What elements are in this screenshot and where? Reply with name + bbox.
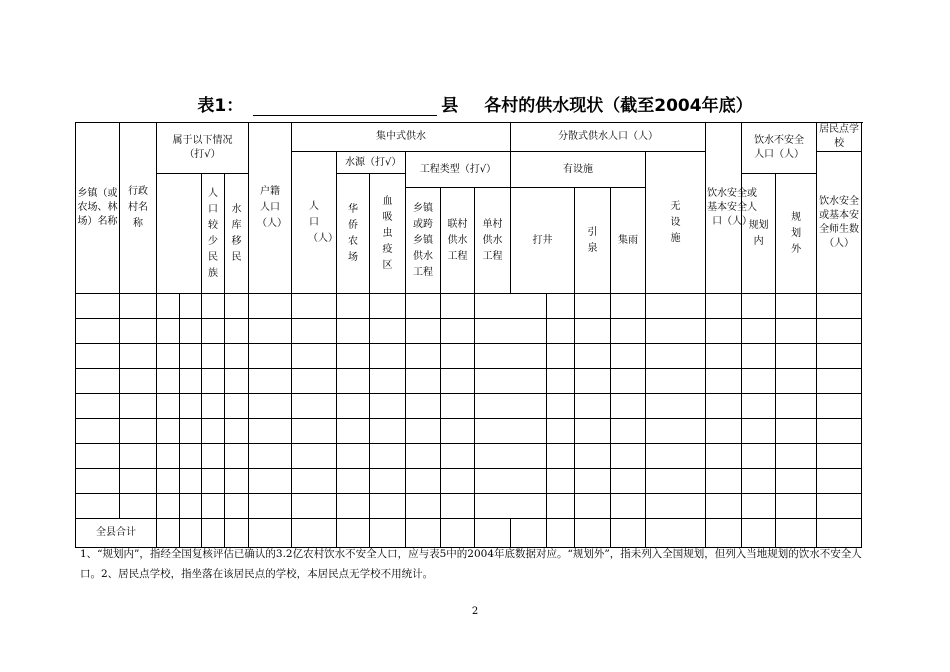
table-cell <box>706 444 742 469</box>
header-well: 打井 <box>511 188 575 294</box>
table-cell <box>370 494 406 519</box>
table-row <box>76 469 862 494</box>
table-cell <box>706 494 742 519</box>
table-cell <box>441 344 475 369</box>
table-cell <box>225 369 249 394</box>
table-cell <box>706 344 742 369</box>
header-belongs-to: 属于以下情况（打√） <box>157 123 249 174</box>
table-cell <box>611 344 646 369</box>
table-cell <box>225 344 249 369</box>
table-cell <box>575 469 611 494</box>
table-cell <box>441 319 475 344</box>
table-title <box>0 91 950 116</box>
table-cell <box>120 319 157 344</box>
table-cell <box>742 319 776 344</box>
table-cell <box>249 444 292 469</box>
table-cell <box>202 394 225 419</box>
table-cell <box>611 369 646 394</box>
table-cell <box>776 444 817 469</box>
table-cell <box>292 294 337 319</box>
table-cell <box>406 344 441 369</box>
table-cell <box>157 394 180 419</box>
table-cell <box>475 494 547 519</box>
table-cell <box>547 319 575 344</box>
table-cell <box>157 444 180 469</box>
table-cell <box>249 394 292 419</box>
table-cell <box>817 344 862 369</box>
header-water-source-spacer <box>157 174 202 294</box>
table-cell <box>817 319 862 344</box>
table-cell <box>441 469 475 494</box>
table-row <box>76 344 862 369</box>
table-cell <box>706 419 742 444</box>
table-cell <box>611 394 646 419</box>
table-cell <box>776 494 817 519</box>
table-cell <box>76 344 120 369</box>
table-cell <box>225 319 249 344</box>
table-cell <box>611 444 646 469</box>
table-cell <box>180 394 202 419</box>
table-cell <box>249 294 292 319</box>
table-cell <box>475 294 547 319</box>
table-cell <box>742 469 776 494</box>
table-cell <box>646 394 706 419</box>
table-cell <box>646 344 706 369</box>
table-cell <box>157 469 180 494</box>
table-cell <box>776 294 817 319</box>
table-cell <box>441 294 475 319</box>
header-spring: 引泉 <box>575 188 611 294</box>
table-cell <box>225 444 249 469</box>
water-supply-table <box>75 122 862 548</box>
table-cell <box>180 419 202 444</box>
table-cell <box>180 319 202 344</box>
table-cell <box>646 294 706 319</box>
footnote: 1、“规划内”，指经全国复核评估已确认的3.2亿农村饮水不安全人口，应与表5中的2004年底数据对应。“规划外”，指未列入全国规划，但列入当地规划的饮水不安全人口。2、居民点学校，指坐落在该居民点的学校，本居民点无学校不用统计。 <box>80 548 862 580</box>
table-cell <box>225 419 249 444</box>
table-cell <box>406 494 441 519</box>
table-cell <box>406 369 441 394</box>
table-cell <box>776 469 817 494</box>
header-minority: 人口较少民族 <box>202 174 225 294</box>
table-cell <box>611 419 646 444</box>
table-cell <box>225 469 249 494</box>
table-cell <box>742 444 776 469</box>
table-cell <box>776 344 817 369</box>
total-row-label: 全县合计 <box>76 519 157 548</box>
table-cell <box>742 294 776 319</box>
table-cell <box>157 419 180 444</box>
table-header <box>76 123 862 294</box>
table-cell <box>742 344 776 369</box>
table-cell <box>120 344 157 369</box>
table-cell <box>370 469 406 494</box>
table-cell <box>776 419 817 444</box>
table-row <box>76 394 862 419</box>
header-township: 乡镇（或农场、林场）名称 <box>76 123 120 294</box>
table-cell <box>742 394 776 419</box>
header-rain: 集雨 <box>611 188 646 294</box>
table-cell <box>646 469 706 494</box>
table-cell <box>646 494 706 519</box>
table-cell <box>817 369 862 394</box>
table-cell <box>742 369 776 394</box>
table-cell <box>406 469 441 494</box>
table-cell <box>611 319 646 344</box>
title-prefix: 表1： <box>197 96 244 116</box>
header-school-safe: 饮水安全或基本安全师生数（人） <box>817 152 862 294</box>
table-cell <box>547 394 575 419</box>
table-cell <box>202 319 225 344</box>
table-cell <box>547 444 575 469</box>
table-cell <box>292 444 337 469</box>
table-cell <box>249 369 292 394</box>
table-cell <box>76 319 120 344</box>
table-cell <box>370 344 406 369</box>
table-cell <box>76 444 120 469</box>
table-cell <box>202 294 225 319</box>
table-cell <box>817 444 862 469</box>
table-cell <box>406 419 441 444</box>
table-cell <box>337 444 370 469</box>
table-cell <box>406 394 441 419</box>
table-row <box>76 319 862 344</box>
table-cell <box>547 419 575 444</box>
table-cell <box>646 419 706 444</box>
table-cell <box>202 344 225 369</box>
table-cell <box>706 394 742 419</box>
table-cell <box>76 369 120 394</box>
header-township-project: 乡镇或跨乡镇供水工程 <box>406 188 441 294</box>
table-row <box>76 369 862 394</box>
table-row <box>76 494 862 519</box>
table-cell <box>406 444 441 469</box>
table-cell <box>180 369 202 394</box>
header-safe-pop: 饮水安全或基本安全人口（人） <box>706 123 742 294</box>
table-row <box>76 444 862 469</box>
table-cell <box>337 369 370 394</box>
page-number: 2 <box>471 606 479 617</box>
table-cell <box>475 319 547 344</box>
table-cell <box>575 494 611 519</box>
table-cell <box>202 469 225 494</box>
table-cell <box>76 294 120 319</box>
table-cell <box>575 294 611 319</box>
header-school: 居民点学校 <box>817 123 862 152</box>
table-cell <box>337 394 370 419</box>
table-cell <box>611 494 646 519</box>
table-cell <box>776 319 817 344</box>
table-cell <box>76 469 120 494</box>
header-water-source: 水源（打√） <box>337 152 406 174</box>
table-cell <box>180 469 202 494</box>
table-cell <box>547 469 575 494</box>
table-cell <box>292 319 337 344</box>
table-cell <box>249 469 292 494</box>
table-cell <box>475 394 547 419</box>
table-cell <box>337 494 370 519</box>
header-out-plan: 规划外 <box>776 174 817 294</box>
header-single-village: 单村供水工程 <box>475 188 511 294</box>
table-cell <box>120 294 157 319</box>
table-cell <box>120 419 157 444</box>
table-cell <box>547 344 575 369</box>
table-cell <box>475 419 547 444</box>
table-cell <box>475 369 547 394</box>
table-cell <box>337 469 370 494</box>
table-cell <box>120 394 157 419</box>
table-cell <box>406 319 441 344</box>
table-cell <box>76 419 120 444</box>
table-cell <box>120 494 157 519</box>
table-cell <box>370 444 406 469</box>
table-cell <box>157 369 180 394</box>
table-cell <box>225 494 249 519</box>
header-village: 行政村名称 <box>120 123 157 294</box>
table-cell <box>120 444 157 469</box>
header-central-supply: 集中式供水 <box>292 123 511 152</box>
table-cell <box>706 469 742 494</box>
title-main: 各村的供水现状（截至2004年底） <box>484 96 753 116</box>
title-county: 县 <box>441 96 459 116</box>
county-name-blank <box>253 97 437 116</box>
header-multi-village: 联村供水工程 <box>441 188 475 294</box>
table-cell <box>202 494 225 519</box>
table-cell <box>547 494 575 519</box>
table-cell <box>776 369 817 394</box>
table-cell <box>706 369 742 394</box>
table-cell <box>76 494 120 519</box>
table-cell <box>225 394 249 419</box>
table-row <box>76 294 862 319</box>
table-cell <box>292 344 337 369</box>
table-cell <box>776 394 817 419</box>
table-cell <box>406 294 441 319</box>
table-cell <box>475 444 547 469</box>
table-cell <box>575 419 611 444</box>
table-cell <box>441 419 475 444</box>
table-cell <box>249 319 292 344</box>
table-cell <box>611 294 646 319</box>
table-cell <box>370 419 406 444</box>
table-cell <box>370 319 406 344</box>
header-reservoir: 水库移民 <box>225 174 249 294</box>
table-cell <box>575 394 611 419</box>
table-cell <box>575 319 611 344</box>
table-cell <box>475 469 547 494</box>
table-cell <box>742 494 776 519</box>
table-cell <box>157 494 180 519</box>
table-cell <box>120 369 157 394</box>
table-cell <box>475 344 547 369</box>
table-cell <box>817 419 862 444</box>
table-cell <box>547 294 575 319</box>
header-schisto: 血吸虫疫区 <box>370 174 406 294</box>
table-body <box>76 294 862 548</box>
table-cell <box>370 294 406 319</box>
table-cell <box>157 344 180 369</box>
table-cell <box>575 369 611 394</box>
header-overseas: 华侨农场 <box>337 174 370 294</box>
table-cell <box>292 419 337 444</box>
table-cell <box>292 394 337 419</box>
table-cell <box>441 494 475 519</box>
table-cell <box>180 494 202 519</box>
table-cell <box>575 344 611 369</box>
header-central-pop: 人口（人） <box>292 152 337 294</box>
table-cell <box>646 444 706 469</box>
table-cell <box>575 444 611 469</box>
table-cell <box>742 419 776 444</box>
table-cell <box>611 469 646 494</box>
table-cell <box>202 419 225 444</box>
table-cell <box>337 319 370 344</box>
header-dispersed-pop: 分散式供水人口（人） <box>511 123 706 152</box>
table-cell <box>202 369 225 394</box>
table-cell <box>441 444 475 469</box>
table-cell <box>337 419 370 444</box>
table-cell <box>370 369 406 394</box>
table-cell <box>547 369 575 394</box>
table-cell <box>646 369 706 394</box>
table-cell <box>157 294 180 319</box>
table-cell <box>337 294 370 319</box>
table-cell <box>292 494 337 519</box>
table-row <box>76 419 862 444</box>
table-cell <box>817 469 862 494</box>
table-cell <box>180 344 202 369</box>
table-cell <box>249 344 292 369</box>
table-cell <box>706 294 742 319</box>
header-unsafe-pop: 饮水不安全人口（人） <box>742 123 817 174</box>
table-cell <box>180 444 202 469</box>
table-cell <box>249 494 292 519</box>
table-cell <box>292 369 337 394</box>
table-cell <box>817 294 862 319</box>
header-with-facility: 有设施 <box>511 152 646 188</box>
table-cell <box>706 319 742 344</box>
table-cell <box>76 394 120 419</box>
table-cell <box>225 294 249 319</box>
header-project-type: 工程类型（打√） <box>406 152 511 188</box>
table-cell <box>441 369 475 394</box>
table-cell <box>817 494 862 519</box>
header-in-plan: 规划内 <box>742 174 776 294</box>
header-no-facility: 无设施 <box>646 152 706 294</box>
table-cell <box>249 419 292 444</box>
table-cell <box>292 469 337 494</box>
table-cell <box>817 394 862 419</box>
table-cell <box>441 394 475 419</box>
table-cell <box>202 444 225 469</box>
table-cell <box>180 294 202 319</box>
table-cell <box>157 319 180 344</box>
table-cell <box>646 319 706 344</box>
table-cell <box>337 344 370 369</box>
table-cell <box>120 469 157 494</box>
table-cell <box>370 394 406 419</box>
header-registered-pop: 户籍人口（人） <box>249 123 292 294</box>
